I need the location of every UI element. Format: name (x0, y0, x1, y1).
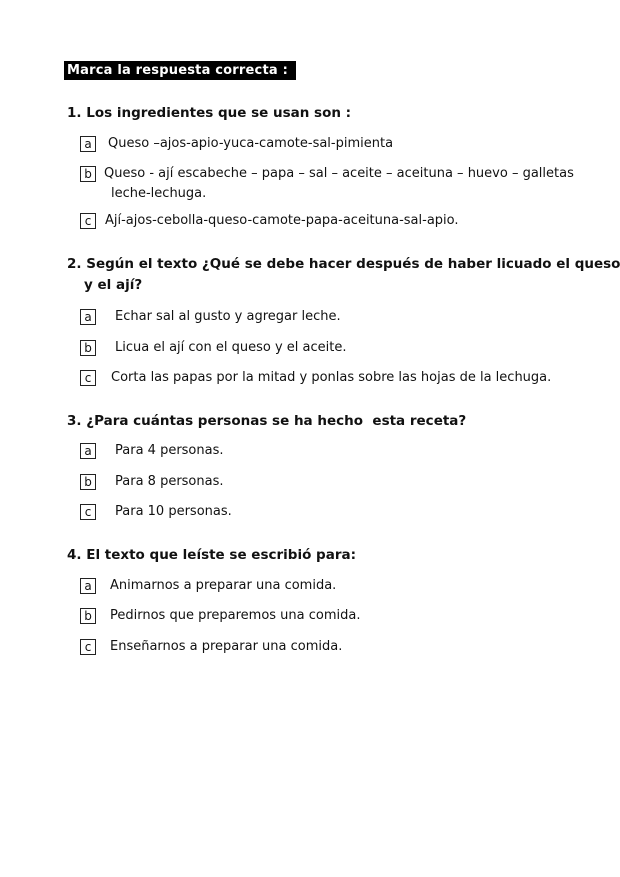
option-letter-box[interactable]: a (80, 136, 96, 152)
question-1-text (67, 103, 602, 124)
question-prompt-continued: y el ají? (84, 277, 143, 293)
question-number: 2. (67, 256, 82, 272)
question-number: 3. (67, 413, 82, 429)
option-letter-box[interactable]: b (80, 474, 96, 490)
option-text: Licua el ají con el queso y el aceite. (115, 340, 347, 355)
option-letter-box[interactable]: c (80, 213, 96, 229)
question-prompt: Los ingredientes que se usan son : (86, 105, 352, 121)
option-text-continued: leche-lechuga. (111, 186, 207, 201)
option-text: Pedirnos que preparemos una comida. (110, 608, 361, 623)
question-3-text (67, 411, 602, 432)
question-prompt: Según el texto ¿Qué se debe hacer después de haber licuado el queso (86, 256, 620, 272)
option-letter-box[interactable]: a (80, 309, 96, 325)
option-letter-box[interactable]: b (80, 340, 96, 356)
question-prompt: El texto que leíste se escribió para: (86, 547, 356, 563)
option-text: Queso - ají escabeche – papa – sal – aceite – aceituna – huevo – galletas (104, 166, 574, 181)
question-number: 1. (67, 105, 82, 121)
instructions-heading: Marca la respuesta correcta : (64, 61, 296, 80)
option-text: Corta las papas por la mitad y ponlas sobre las hojas de la lechuga. (111, 370, 552, 385)
option-text: Animarnos a preparar una comida. (110, 578, 337, 593)
option-letter-box[interactable]: a (80, 443, 96, 459)
option-letter-box[interactable]: a (80, 578, 96, 594)
option-text: Echar sal al gusto y agregar leche. (115, 309, 341, 324)
option-letter-box[interactable]: c (80, 504, 96, 520)
option-text: Para 8 personas. (115, 474, 224, 489)
option-text: Ají-ajos-cebolla-queso-camote-papa-aceituna-sal-apio. (105, 213, 459, 228)
question-prompt: ¿Para cuántas personas se ha hecho esta receta? (86, 413, 467, 429)
question-2-text (67, 254, 620, 296)
option-text: Enseñarnos a preparar una comida. (110, 639, 343, 654)
option-text: Queso –ajos-apio-yuca-camote-sal-pimienta (108, 136, 394, 151)
option-letter-box[interactable]: c (80, 639, 96, 655)
option-letter-box[interactable]: b (80, 166, 96, 182)
question-4-text (67, 545, 602, 566)
option-letter-box[interactable]: c (80, 370, 96, 386)
option-letter-box[interactable]: b (80, 608, 96, 624)
option-text: Para 4 personas. (115, 443, 224, 458)
option-text: Para 10 personas. (115, 504, 232, 519)
question-number: 4. (67, 547, 82, 563)
